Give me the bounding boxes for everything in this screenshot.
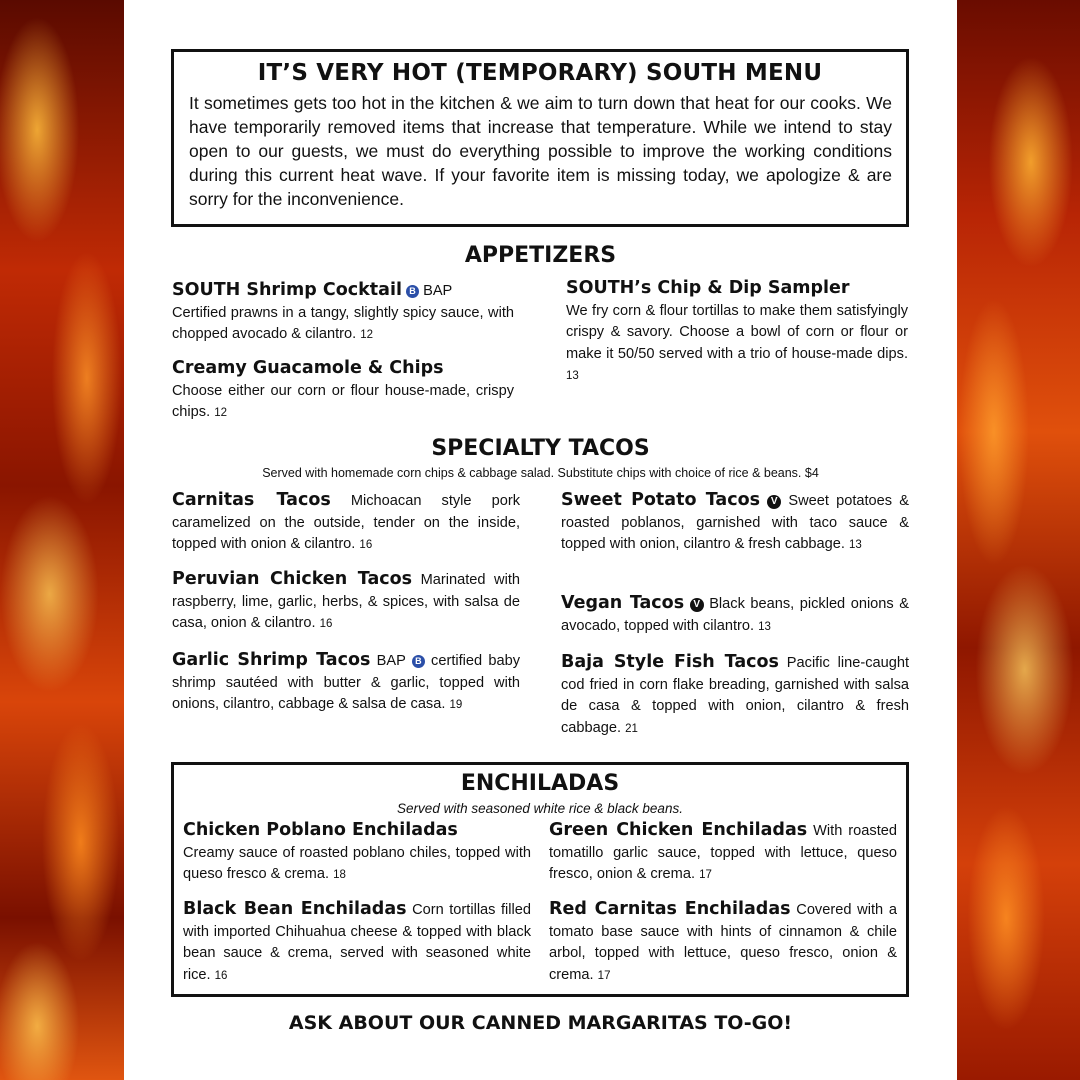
item-price: 16 <box>319 618 333 630</box>
menu-item <box>172 650 520 717</box>
item-description: Covered with a tomato base sauce with hints of cinnamon & chile arbol, topped with lettuce, queso fresco, onion & crema. <box>549 902 897 983</box>
item-description: Michoacan style pork caramelized on the outside, tender on the inside, topped with onion & cilantro. <box>172 493 520 552</box>
item-name: Chicken Poblano Enchiladas <box>183 820 458 840</box>
bap-certified-icon: B <box>412 655 425 668</box>
item-description: With roasted tomatillo garlic sauce, topped with lettuce, queso fresco, onion & crema. <box>549 823 897 882</box>
item-name: Red Carnitas Enchiladas <box>549 899 791 919</box>
item-name: Peruvian Chicken Tacos <box>172 569 413 589</box>
flame-background-right <box>957 0 1080 1080</box>
item-description: Black beans, pickled onions & avocado, topped with cilantro. <box>561 596 909 634</box>
item-description: Corn tortillas filled with imported Chihuahua cheese & topped with black bean sauce & crema, served with seasoned white rice. <box>183 902 532 983</box>
item-description: Creamy sauce of roasted poblano chiles, topped with queso fresco & crema. <box>183 844 531 882</box>
item-price: 13 <box>849 539 862 551</box>
item-price: 18 <box>333 869 346 881</box>
menu-item <box>183 899 531 987</box>
item-price: 16 <box>359 539 373 551</box>
bap-certified-icon: B <box>406 285 419 298</box>
item-name: Carnitas Tacos <box>172 490 331 510</box>
item-price: 17 <box>699 869 712 881</box>
item-name: SOUTH’s Chip & Dip Sampler <box>566 278 850 298</box>
item-price: 13 <box>566 370 579 382</box>
margaritas-callout: ASK ABOUT OUR CANNED MARGARITAS TO-GO! <box>288 1012 793 1034</box>
item-price: 12 <box>360 329 374 341</box>
item-description: certified baby shrimp sautéed with butter & garlic, topped with onions, cilantro, cabbage & salsa de casa. <box>172 653 521 712</box>
menu-item <box>549 899 897 987</box>
item-name: SOUTH Shrimp Cocktail <box>172 280 402 300</box>
item-price: 13 <box>758 620 771 633</box>
menu-page <box>124 0 957 1080</box>
item-name: Baja Style Fish Tacos <box>561 652 779 672</box>
item-description: Marinated with raspberry, lime, garlic, herbs, & spices, with salsa de casa, onion & cilantro. <box>172 572 520 631</box>
menu-title: IT’S VERY HOT (TEMPORARY) SOUTH MENU <box>257 60 823 86</box>
item-description: Certified prawns in a tangy, slightly spicy sauce, with chopped avocado & cilantro. <box>172 304 514 342</box>
item-price: 16 <box>214 969 228 982</box>
flame-background-left <box>0 0 124 1080</box>
menu-item <box>561 490 909 557</box>
menu-item <box>172 358 514 425</box>
appetizers-heading: APPETIZERS <box>464 243 617 268</box>
enchiladas-note: Served with seasoned white rice & black beans. <box>397 801 683 816</box>
item-name: Black Bean Enchiladas <box>183 899 407 919</box>
item-description: Choose either our corn or flour house-made, crispy chips. <box>172 382 514 420</box>
vegan-v-icon: V <box>690 598 704 612</box>
menu-item <box>172 490 520 557</box>
menu-item <box>172 569 520 636</box>
item-description: We fry corn & flour tortillas to make them satisfyingly crispy & savory. Choose a bowl of corn or flour or make it 50/50 served with a trio of house-made dips. <box>566 302 908 362</box>
enchiladas-heading: ENCHILADAS <box>460 771 620 796</box>
item-name: Creamy Guacamole & Chips <box>172 358 444 378</box>
menu-item <box>172 280 514 347</box>
item-price: 12 <box>214 407 227 419</box>
item-name: Vegan Tacos <box>561 593 685 613</box>
menu-item <box>183 820 531 887</box>
vegan-v-icon: V <box>767 495 781 509</box>
item-tag: BAP <box>376 653 406 669</box>
item-description: Pacific line-caught cod fried in corn flake breading, garnished with salsa de casa & topped with onion, cilantro & fresh cabbage. <box>561 655 910 736</box>
item-name: Garlic Shrimp Tacos <box>172 650 371 670</box>
menu-item <box>561 593 909 638</box>
menu-item <box>566 278 908 388</box>
item-price: 17 <box>597 969 611 982</box>
item-name: Sweet Potato Tacos <box>561 490 761 510</box>
menu-item <box>549 820 897 887</box>
item-price: 21 <box>625 722 638 735</box>
tacos-note: Served with homemade corn chips & cabbage salad. Substitute chips with choice of rice & beans. $4 <box>262 466 819 480</box>
item-name: Green Chicken Enchiladas <box>549 820 808 840</box>
item-tag: BAP <box>423 283 453 299</box>
tacos-heading: SPECIALTY TACOS <box>431 436 650 461</box>
menu-item <box>561 652 909 740</box>
item-price: 19 <box>449 699 463 711</box>
item-description: Sweet potatoes & roasted poblanos, garnished with taco sauce & topped with onion, cilantro & fresh cabbage. <box>561 493 909 552</box>
notice-text: It sometimes gets too hot in the kitchen & we aim to turn down that heat for our cooks. We have temporarily removed items that increase that temperature. While we intend to stay open to our guests, we must do everything possible to improve the working conditions during this current heat wave. If your favorite item is missing today, we apologize & are sorry for the inconvenience. <box>189 93 892 209</box>
